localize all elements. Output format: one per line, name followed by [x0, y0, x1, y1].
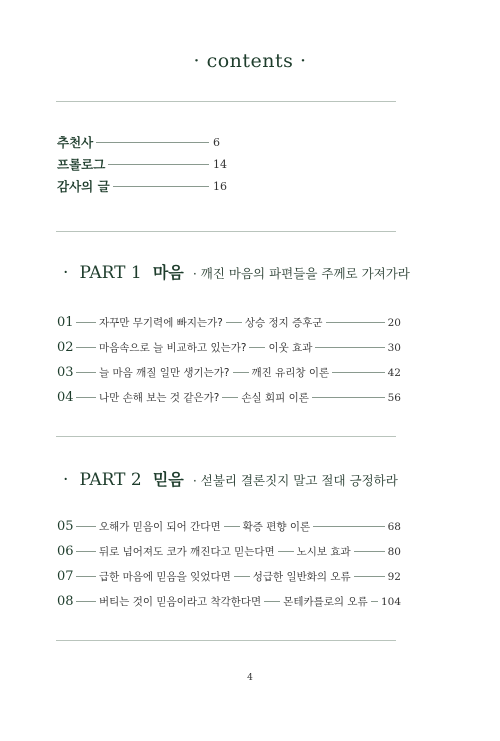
chapter-page: 68	[387, 520, 401, 533]
chapter-theory: 노시보 효과	[296, 546, 351, 558]
toc-entry-acknowledgements[interactable]	[57, 175, 227, 197]
entry-page: 16	[213, 179, 227, 193]
part-number: PART 1	[79, 263, 142, 283]
chapter-title: 늘 마음 깨질 일만 생기는가?	[99, 367, 230, 379]
leader-line	[76, 601, 96, 602]
chapter-page: 104	[380, 595, 401, 608]
toc-entry-prologue[interactable]	[57, 153, 227, 175]
chapter-title: 나만 손해 보는 것 같은가?	[99, 392, 220, 404]
part-1-chapters	[57, 310, 401, 410]
leader-line	[354, 551, 385, 552]
chapter-title: 마음속으로 늘 비교하고 있는가?	[99, 342, 247, 354]
toc-chapter-06[interactable]	[57, 539, 401, 564]
part-2-heading[interactable]	[63, 467, 398, 490]
entry-label: 감사의 글	[57, 179, 110, 194]
chapter-title: 오해가 믿음이 되어 간다면	[99, 521, 221, 533]
leader-line	[224, 526, 240, 527]
part-1-heading[interactable]	[63, 260, 410, 283]
leader-line	[234, 576, 250, 577]
part-bullet: ·	[63, 470, 69, 490]
part-bullet: ·	[63, 263, 69, 283]
divider	[56, 436, 396, 437]
leader-line	[76, 347, 96, 348]
chapter-theory: 손실 회피 이론	[241, 392, 309, 404]
leader-line	[312, 397, 385, 398]
leader-line	[354, 576, 385, 577]
part-title: 마음	[152, 263, 184, 282]
chapter-title: 뒤로 넘어져도 코가 깨진다고 믿는다면	[99, 546, 275, 558]
leader-line	[226, 322, 242, 323]
chapter-number: 01	[57, 315, 74, 330]
front-matter-list	[57, 131, 227, 197]
chapter-page: 56	[387, 391, 401, 404]
part-subtitle: · 섣불리 결론짓지 말고 절대 긍정하라	[192, 473, 398, 488]
leader-line	[326, 322, 385, 323]
chapter-number: 07	[57, 569, 74, 584]
chapter-number: 04	[57, 390, 74, 405]
part-2-chapters	[57, 514, 401, 614]
leader-line	[76, 551, 96, 552]
leader-line	[222, 397, 238, 398]
divider	[56, 640, 396, 641]
leader-line	[113, 186, 209, 187]
chapter-number: 08	[57, 594, 74, 609]
toc-chapter-03[interactable]	[57, 360, 401, 385]
chapter-number: 05	[57, 519, 74, 534]
leader-line	[76, 322, 96, 323]
leader-line	[76, 576, 96, 577]
toc-entry-foreword[interactable]	[57, 131, 227, 153]
chapter-number: 02	[57, 340, 74, 355]
toc-chapter-05[interactable]	[57, 514, 401, 539]
chapter-theory: 상승 정지 증후군	[244, 317, 323, 329]
leader-line	[96, 142, 209, 143]
chapter-number: 06	[57, 544, 74, 559]
toc-chapter-08[interactable]	[57, 589, 401, 614]
entry-label: 프롤로그	[57, 157, 106, 172]
entry-label: 추천사	[57, 135, 94, 150]
contents-heading: · contents ·	[193, 50, 307, 72]
chapter-title: 자꾸만 무기력에 빠지는가?	[99, 317, 223, 329]
page-number: 4	[247, 673, 253, 683]
chapter-number: 03	[57, 365, 74, 380]
chapter-theory: 몬테카를로의 오류	[283, 596, 368, 608]
chapter-title: 버티는 것이 믿음이라고 착각한다면	[99, 596, 262, 608]
divider	[56, 101, 396, 102]
toc-chapter-01[interactable]	[57, 310, 401, 335]
toc-chapter-04[interactable]	[57, 385, 401, 410]
chapter-title: 급한 마음에 믿음을 잊었다면	[99, 571, 231, 583]
part-number: PART 2	[79, 470, 142, 490]
part-title: 믿음	[152, 470, 184, 489]
chapter-page: 42	[387, 366, 401, 379]
entry-page: 6	[213, 135, 220, 149]
leader-line	[371, 601, 378, 602]
leader-line	[76, 526, 96, 527]
chapter-theory: 확증 편향 이론	[242, 521, 311, 533]
toc-chapter-07[interactable]	[57, 564, 401, 589]
leader-line	[76, 397, 96, 398]
chapter-theory: 이웃 효과	[268, 342, 313, 354]
divider	[56, 231, 396, 232]
leader-line	[76, 372, 96, 373]
chapter-page: 92	[387, 570, 401, 583]
leader-line	[233, 372, 249, 373]
part-subtitle: · 깨진 마음의 파편들을 주께로 가져가라	[192, 266, 410, 281]
leader-line	[264, 601, 280, 602]
leader-line	[332, 372, 384, 373]
chapter-page: 80	[387, 545, 401, 558]
chapter-theory: 깨진 유리창 이론	[251, 367, 330, 379]
leader-line	[315, 347, 384, 348]
leader-line	[108, 164, 209, 165]
leader-line	[249, 347, 265, 348]
leader-line	[278, 551, 294, 552]
toc-chapter-02[interactable]	[57, 335, 401, 360]
chapter-page: 20	[387, 316, 401, 329]
chapter-theory: 성급한 일반화의 오류	[252, 571, 351, 583]
leader-line	[313, 526, 384, 527]
entry-page: 14	[213, 157, 227, 171]
chapter-page: 30	[387, 341, 401, 354]
